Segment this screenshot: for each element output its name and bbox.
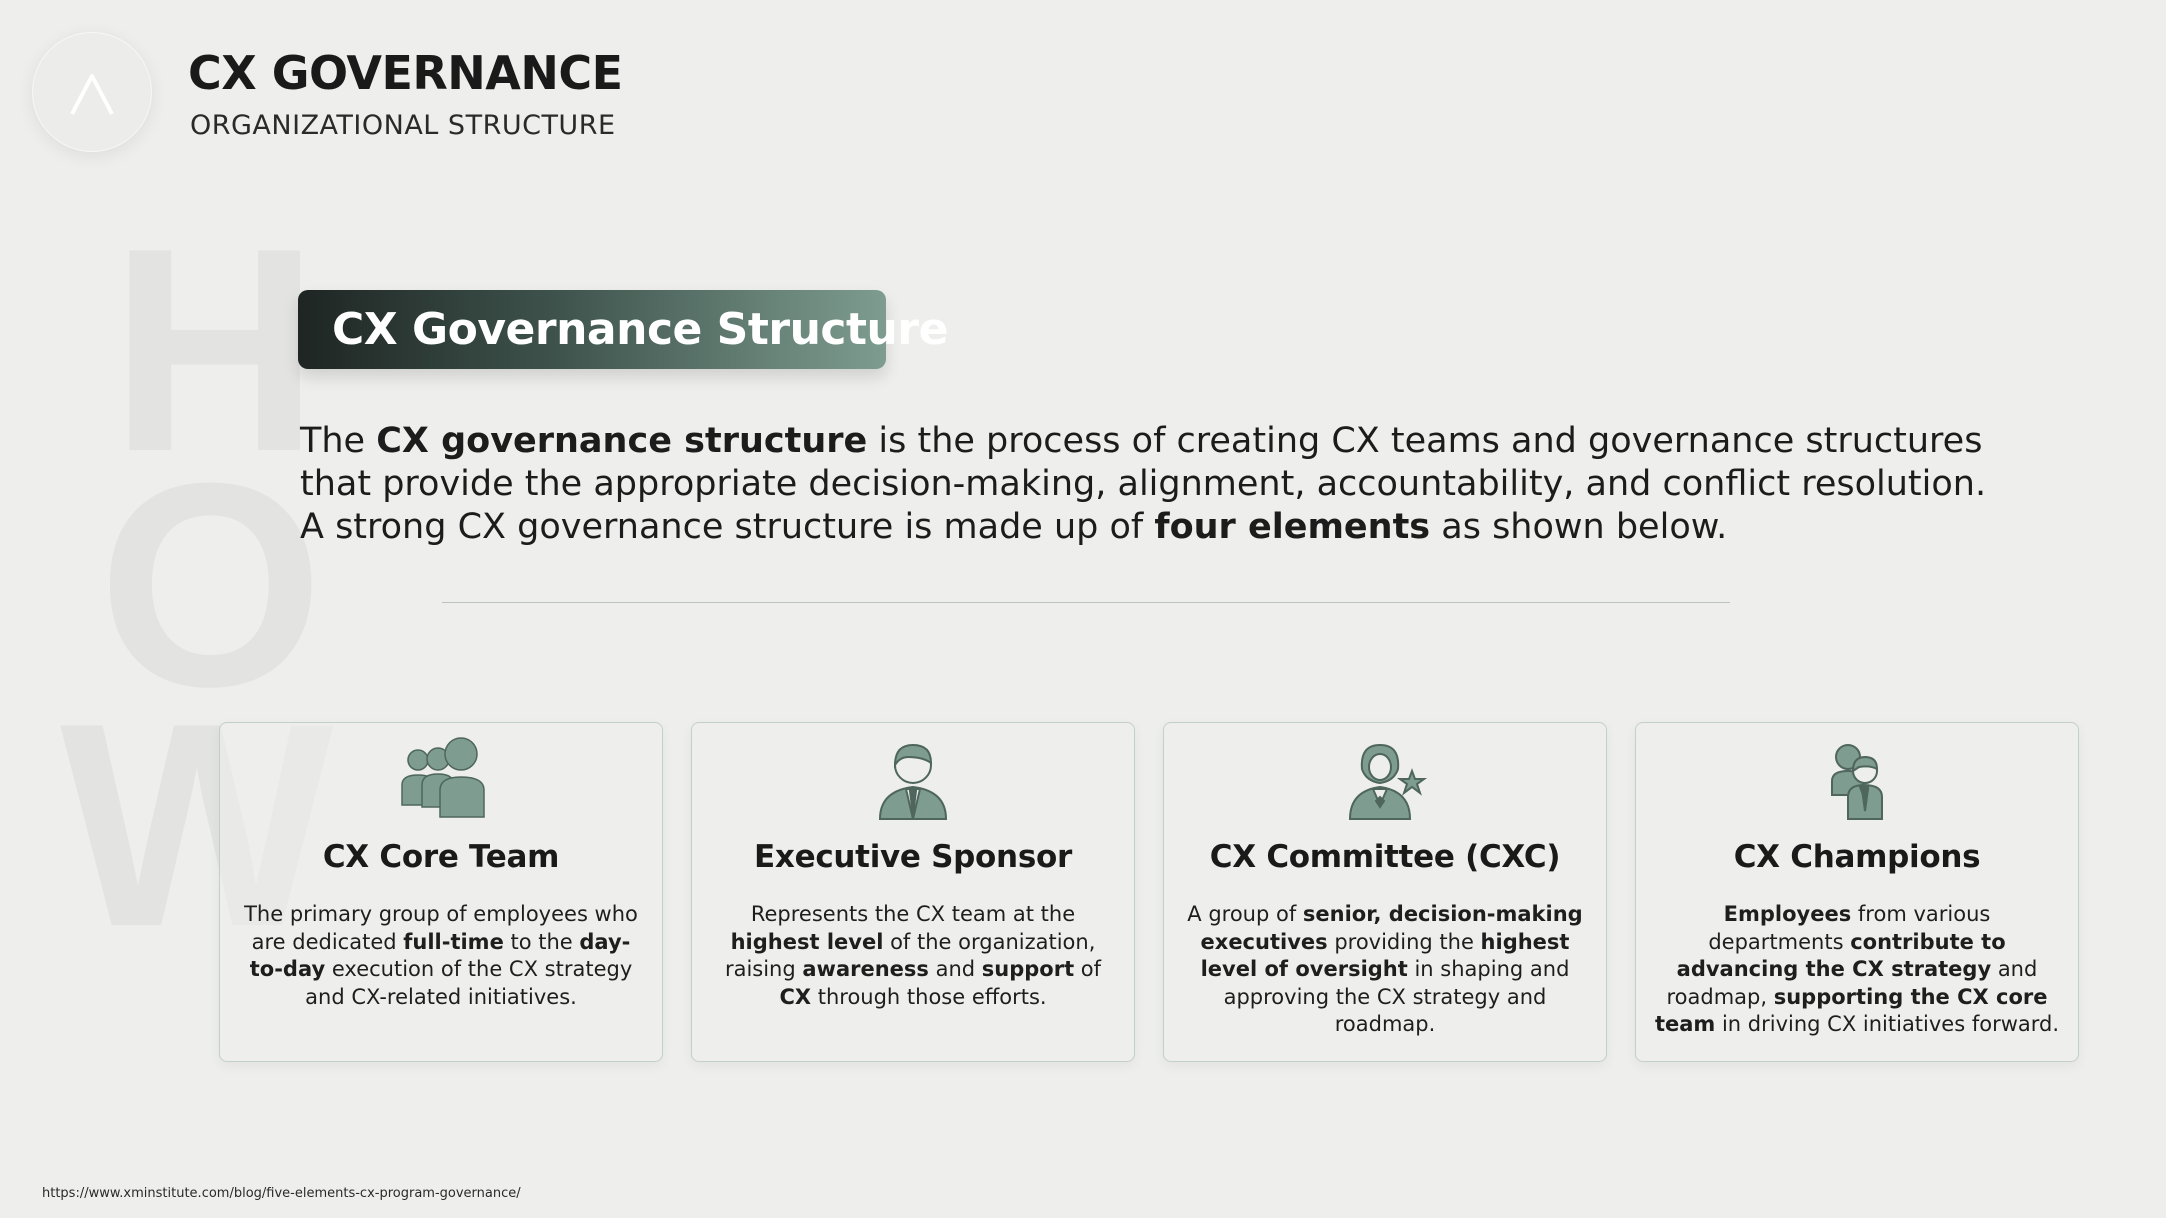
emphasis-text: contribute to advancing the CX strategy bbox=[1676, 929, 2006, 981]
text-segment: from various departments bbox=[1708, 902, 1991, 954]
emphasis-text: CX governance structure bbox=[376, 421, 868, 461]
card-cx-champions bbox=[1635, 722, 2079, 1062]
card-title: Executive Sponsor bbox=[754, 839, 1072, 875]
card-title: CX Core Team bbox=[322, 839, 560, 875]
committee-star-icon bbox=[1340, 735, 1430, 825]
text-segment: A group of bbox=[1187, 902, 1303, 926]
text-segment: in shaping and approving the CX strategy and roadmap. bbox=[1223, 957, 1570, 1036]
text-segment: as shown below. bbox=[1430, 507, 1728, 547]
emphasis-text: four elements bbox=[1154, 507, 1431, 547]
emphasis-text: senior, decision-making executives bbox=[1200, 902, 1583, 954]
card-description bbox=[1654, 901, 2060, 1039]
emphasis-text: CX bbox=[779, 984, 812, 1009]
text-segment: through those efforts. bbox=[811, 984, 1047, 1009]
emphasis-text: supporting the CX core team bbox=[1654, 984, 2048, 1036]
card-cx-committee bbox=[1163, 722, 1607, 1062]
text-segment: of bbox=[1074, 957, 1102, 981]
card-description bbox=[710, 901, 1116, 1011]
card-title: CX Committee (CXC) bbox=[1209, 839, 1561, 875]
emphasis-text: awareness bbox=[802, 957, 929, 981]
card-executive-sponsor bbox=[691, 722, 1135, 1062]
card-title: CX Champions bbox=[1733, 839, 1981, 875]
emphasis-text: full-time bbox=[403, 929, 504, 954]
text-segment: in driving CX initiatives forward. bbox=[1715, 1012, 2060, 1036]
text-segment: and bbox=[928, 957, 982, 981]
text-segment: to the bbox=[503, 929, 580, 954]
brand-logo bbox=[32, 32, 152, 152]
text-segment: The primary group of employees who are dedicated bbox=[244, 902, 638, 954]
source-link[interactable]: https://www.xminstitute.com/blog/five-elements-cx-program-governance/ bbox=[42, 1186, 521, 1201]
text-segment: providing the bbox=[1327, 929, 1481, 954]
champions-icon bbox=[1812, 735, 1902, 825]
logo-mark-icon bbox=[68, 72, 116, 116]
executive-icon bbox=[868, 735, 958, 825]
emphasis-text: support bbox=[981, 957, 1075, 981]
text-segment: is the process of creating CX teams and governance structures that provide the appropriate decision-making, alignment, accountability, and conflict resolution. A strong CX governance structure is made up of bbox=[300, 421, 1987, 547]
section-title: CX Governance Structure bbox=[332, 304, 948, 355]
card-description bbox=[238, 901, 644, 1011]
page-title: CX GOVERNANCE bbox=[188, 46, 623, 100]
emphasis-text: highest level bbox=[730, 929, 884, 954]
text-segment: execution of the CX strategy and CX-related initiatives. bbox=[305, 957, 633, 1009]
divider bbox=[442, 602, 1730, 603]
card-description bbox=[1182, 901, 1588, 1039]
text-segment: of the organization, raising bbox=[724, 929, 1096, 981]
emphasis-text: highest level of oversight bbox=[1200, 929, 1570, 981]
emphasis-text: day-to-day bbox=[249, 929, 631, 981]
section-title-pill bbox=[298, 290, 948, 369]
page-subtitle: ORGANIZATIONAL STRUCTURE bbox=[190, 110, 616, 141]
intro-paragraph bbox=[300, 420, 1990, 549]
text-segment: The bbox=[300, 421, 377, 461]
text-segment: and roadmap, bbox=[1666, 957, 2038, 1009]
emphasis-text: Employees bbox=[1723, 902, 1852, 926]
card-cx-core-team bbox=[219, 722, 663, 1062]
text-segment: Represents the CX team at the bbox=[750, 902, 1076, 926]
team-icon bbox=[396, 735, 486, 825]
